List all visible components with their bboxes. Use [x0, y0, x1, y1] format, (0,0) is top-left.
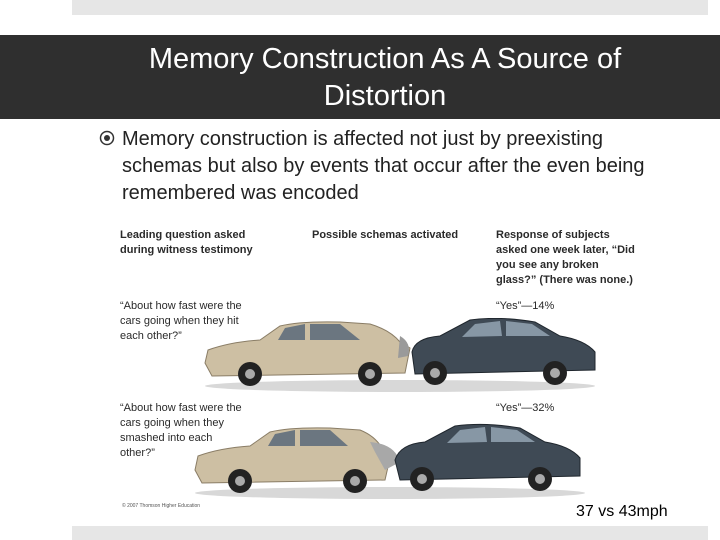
figure-header-question: Leading question asked during witness testimony [120, 229, 253, 256]
leading-question-figure [110, 220, 640, 518]
row2-response: “Yes”—32% [496, 402, 555, 414]
collision-illustration-smashed [190, 422, 590, 500]
bullet-text: Memory construction is affected not just by preexisting schemas but also by events that occur after the even being remembered was encoded [122, 128, 645, 204]
title-bar [0, 35, 720, 119]
top-decorative-band [72, 0, 708, 15]
collision-illustration-hit [200, 318, 600, 393]
figure-header-schemas: Possible schemas activated [312, 229, 459, 241]
row2-question: “About how fast were the cars going when they smashed into each other?” [120, 402, 242, 459]
slide-title: Memory Construction As A Source of Distortion [148, 43, 622, 112]
row1-response: “Yes”—14% [496, 300, 555, 312]
figure-header-response: Response of subjects asked one week later, “Did you see any broken glass?” (There was none.) [496, 229, 635, 286]
bottom-decorative-band [72, 526, 708, 540]
target-bullet-icon [99, 130, 115, 146]
figure-copyright: © 2007 Thomson Higher Education [122, 503, 201, 509]
row1-question: “About how fast were the cars going when they hit each other?” [120, 300, 242, 342]
speed-caption: 37 vs 43mph [576, 503, 668, 520]
